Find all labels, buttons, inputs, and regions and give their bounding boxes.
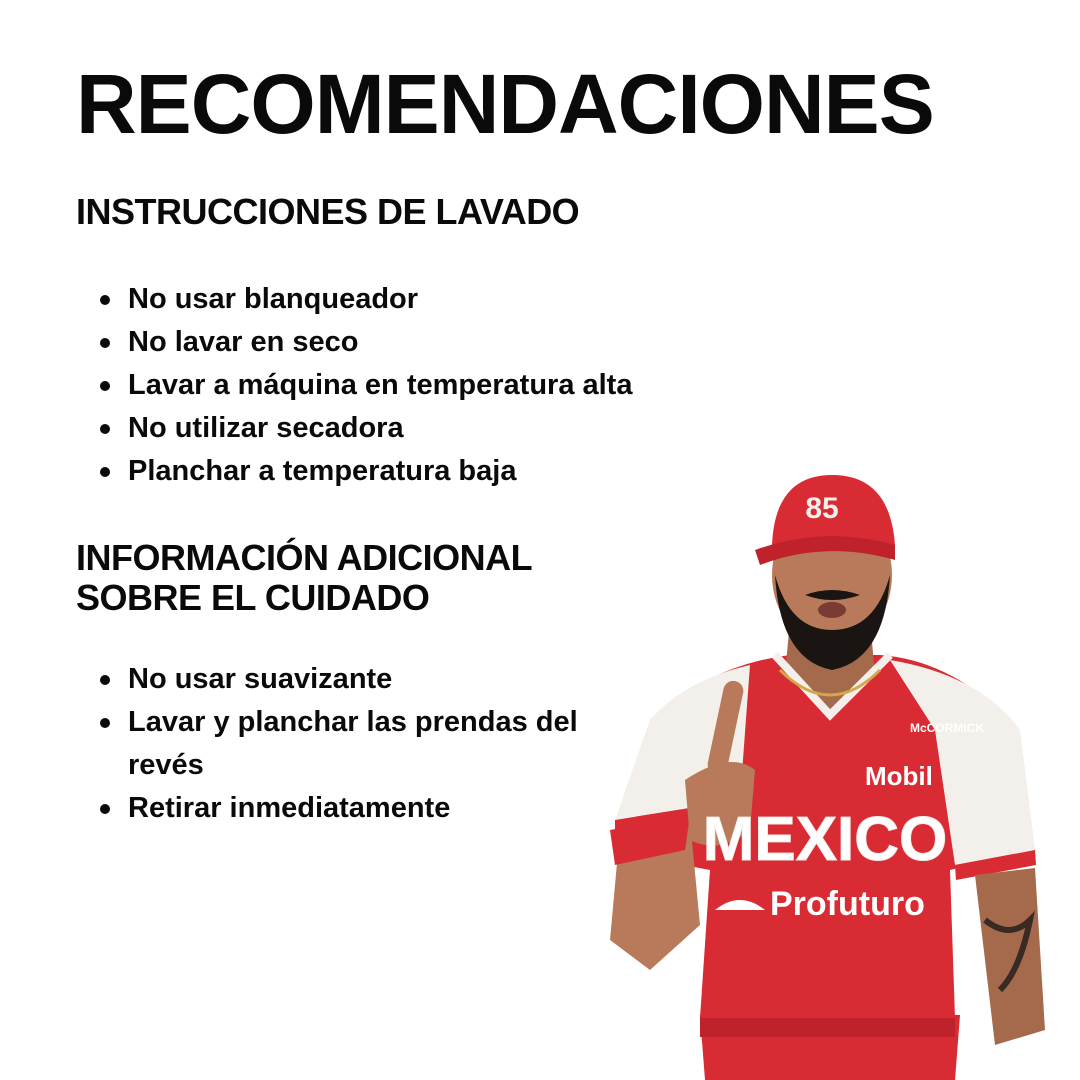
list-item: Lavar a máquina en temperatura alta [100, 364, 632, 407]
list-item: Planchar a temperatura baja [100, 450, 632, 493]
list-item: Retirar inmediatamente [100, 787, 608, 830]
list-item: No utilizar secadora [100, 407, 632, 450]
list-item: No usar blanqueador [100, 278, 632, 321]
sponsor-profuturo: Profuturo [770, 885, 925, 923]
care-info-list [100, 658, 608, 830]
washing-instructions-list [100, 278, 632, 493]
section-heading-care [76, 538, 532, 619]
section-heading-line: INFORMACIÓN ADICIONAL [76, 537, 533, 578]
section-heading-line: SOBRE EL CUIDADO [76, 577, 430, 619]
section-heading-line: INSTRUCCIONES DE LAVADO [76, 191, 580, 232]
cap-logo: 85 [805, 492, 839, 525]
section-heading-washing [76, 192, 579, 232]
list-item: No usar suavizante [100, 658, 608, 701]
sponsor-mccormick: McCORMICK [910, 721, 984, 735]
list-item: Lavar y planchar las prendas del revés [100, 701, 608, 787]
list-item: No lavar en seco [100, 321, 632, 364]
sponsor-mobil: Mobil [865, 761, 933, 791]
baseball-player-image [590, 470, 1060, 1080]
jersey-mexico-text: MEXICO [702, 805, 948, 874]
page-title: RECOMENDACIONES [76, 57, 934, 151]
